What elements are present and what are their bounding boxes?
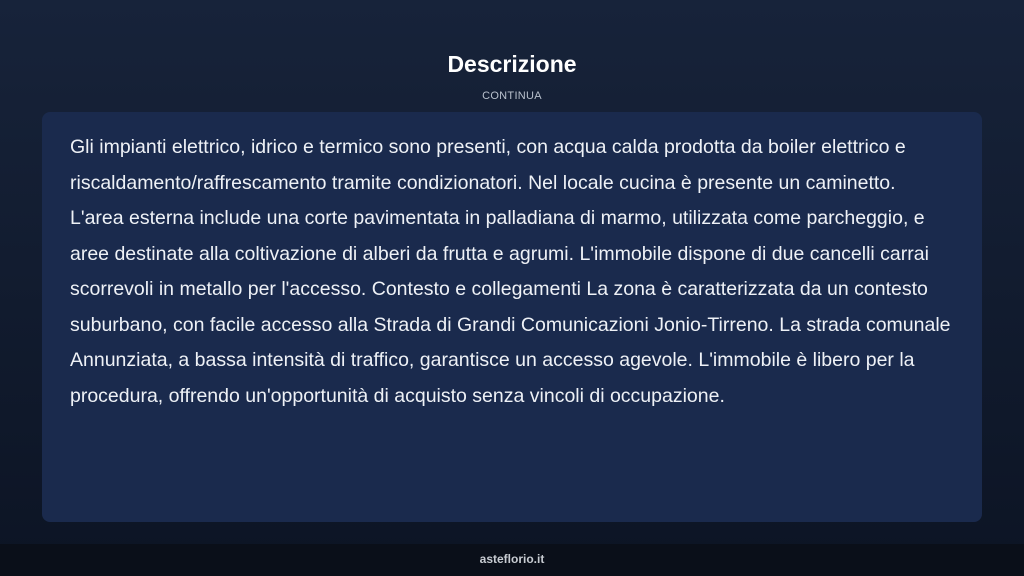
continua-label: CONTINUA [482,90,542,102]
description-text: Gli impianti elettrico, idrico e termico sono presenti, con acqua calda prodotta da boiler elettrico e riscaldamento/raffrescamento tramite condizionatori. Nel locale cucina è presente un caminetto. L'area esterna include una corte pavimentata in palladiana di marmo, utilizzata come parcheggio, e aree destinate alla coltivazione di alberi da frutta e agrumi. L'immobile dispone di due cancelli carrai scorrevoli in metallo per l'accesso. Contesto e collegamenti La zona è caratterizzata da un contesto suburbano, con facile accesso alla Strada di Grandi Comunicazioni Jonio-Tirreno. La strada comunale Annunziata, a bassa intensità di traffico, garantisce un accesso agevole. L'immobile è libero per la procedura, offrendo un'opportunità di acquisto senza vincoli di occupazione. [70,136,951,407]
page-title: Descrizione [447,51,577,77]
description-card [42,112,982,522]
footer-site-label: asteflorio.it [0,544,1024,576]
